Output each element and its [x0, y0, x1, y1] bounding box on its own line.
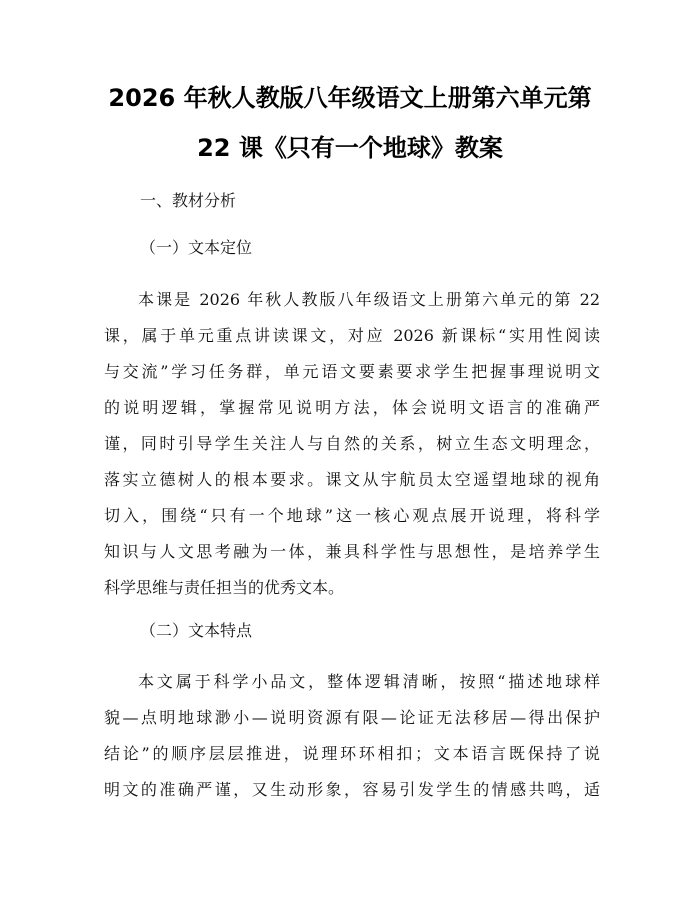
subsection-heading-text-positioning: （一）文本定位 [140, 238, 253, 257]
section-heading-textbook-analysis: 一、教材分析 [140, 191, 237, 210]
document-title-line-1: 2026 年秋人教版八年级语文上册第六单元第 [108, 84, 592, 112]
paragraph-line: 谨，同时引导学生关注人与自然的关系，树立生态文明理念， [104, 434, 600, 453]
paragraph-line: 的说明逻辑，掌握常见说明方法，体会说明文语言的准确严 [104, 398, 600, 417]
paragraph-line: 课，属于单元重点讲读课文，对应 2026 新课标“实用性阅读 [104, 326, 600, 345]
paragraph-line: 知识与人文思考融为一体，兼具科学性与思想性，是培养学生 [104, 542, 600, 561]
paragraph-line: 本文属于科学小品文，整体逻辑清晰，按照“描述地球样 [138, 672, 600, 691]
paragraph-line: 结论”的顺序层层推进，说理环环相扣；文本语言既保持了说 [104, 744, 600, 763]
paragraph-line: 切入，围绕“只有一个地球”这一核心观点展开说理，将科学 [104, 506, 600, 525]
paragraph-line: 貌—点明地球渺小—说明资源有限—论证无法移居—得出保护 [104, 708, 600, 727]
paragraph-line: 落实立德树人的根本要求。课文从宇航员太空遥望地球的视角 [104, 470, 600, 489]
paragraph-line: 科学思维与责任担当的优秀文本。 [104, 578, 345, 597]
paragraph-line: 与交流”学习任务群，单元语文要素要求学生把握事理说明文 [104, 362, 600, 381]
subsection-heading-text-features: （二）文本特点 [140, 621, 253, 640]
paragraph-text-positioning [104, 282, 600, 606]
paragraph-line: 本课是 2026 年秋人教版八年级语文上册第六单元的第 22 [138, 290, 600, 309]
document-title-line-2: 22 课《只有一个地球》教案 [197, 134, 503, 162]
paragraph-line: 明文的准确严谨，又生动形象，容易引发学生的情感共鸣，适 [104, 780, 600, 799]
paragraph-text-features [104, 664, 600, 808]
